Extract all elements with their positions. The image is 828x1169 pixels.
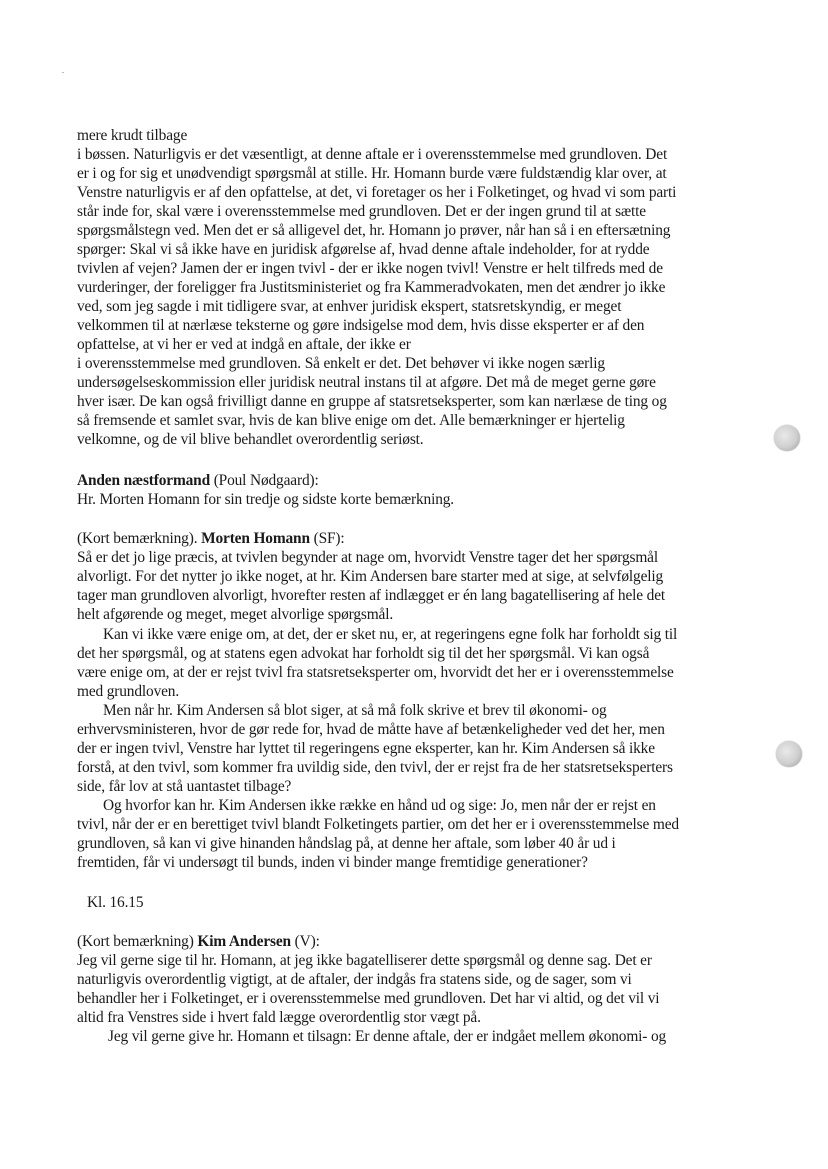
text-line: i overensstemmelse med grundloven. Så enkelt er det. Det behøver vi ikke nogen særlig — [77, 355, 605, 372]
text-line: står inde for, skal være i overensstemmelse med grundloven. Det er der ingen grund til at sætte — [77, 203, 646, 220]
speaker-party: (V): — [294, 933, 320, 950]
text-line: være enige om, at der er rejst tvivl fra statsretseksperter om, hvorvidt det her er i overensstemmelse — [77, 664, 674, 681]
text-line: Jeg vil gerne give hr. Homann et tilsagn: Er denne aftale, der er indgået mellem økonomi- og — [108, 1028, 667, 1045]
text-line: i bøssen. Naturligvis er det væsentligt, at denne aftale er i overensstemmelse med grundloven. Det — [77, 146, 668, 163]
text-line: velkomne, og de vil blive behandlet overordentlig seriøst. — [77, 431, 424, 448]
speaker-party: (SF): — [313, 530, 345, 547]
text-line: Kan vi ikke være enige om, at det, der er sket nu, er, at regeringens egne folk har forholdt sig til — [103, 626, 678, 643]
text-line: altid fra Venstres side i hvert fald lægge overordentlig stor vægt på. — [77, 1009, 481, 1026]
punch-hole — [776, 741, 802, 767]
text-line: Men når hr. Kim Andersen så blot siger, at så må folk skrive et brev til økonomi- og — [103, 702, 607, 719]
speaker-line — [77, 529, 345, 548]
text-line: det her spørgsmål, og at statens egen advokat har forholdt sig til det her spørgsmål. Vi kan også — [77, 645, 650, 662]
scan-speck — [62, 72, 64, 73]
text-line: der er ingen tvivl, Venstre har lyttet til regeringens egne eksperter, kan hr. Kim Andersen så ikke — [77, 740, 655, 757]
text-line: fremtiden, får vi undersøgt til bunds, inden vi binder mange fremtidige generationer? — [77, 854, 588, 871]
text-line: mere krudt tilbage — [77, 127, 188, 144]
text-line: spørger: Skal vi så ikke have en juridisk afgørelse af, hvad denne aftale indeholder, for at rydde — [77, 241, 650, 258]
punch-hole — [774, 425, 800, 451]
text-line: Jeg vil gerne sige til hr. Homann, at jeg ikke bagatelliserer dette spørgsmål og denne sag. Det er — [77, 952, 652, 969]
text-line: tvivlen af vejen? Jamen der er ingen tvivl - der er ikke nogen tvivl! Venstre er helt tilfreds med de — [77, 260, 663, 277]
speaker-line — [77, 471, 319, 490]
text-line: ved, som jeg sagde i mit tidligere svar, at enhver juridisk ekspert, statsretskyndig, er meget — [77, 298, 622, 315]
text-line: opfattelse, at vi her er ved at indgå en aftale, der ikke er — [77, 336, 411, 353]
text-line: Venstre naturligvis er af den opfattelse, at det, vi foretager os her i Folketinget, og hvad vi som parti — [77, 184, 677, 201]
speaker-name: Morten Homann — [201, 530, 310, 547]
text-line: så fremsende et samlet svar, hvis de kan blive enige om det. Alle bemærkninger er hjertelig — [77, 412, 625, 429]
text-line: med grundloven. — [77, 683, 180, 700]
text-line: Hr. Morten Homann for sin tredje og sidste korte bemærkning. — [77, 491, 454, 508]
text-line: side, får lov at stå uantastet tilbage? — [77, 778, 292, 795]
speaker-name: Kim Andersen — [197, 933, 291, 950]
text-line: vurderinger, der foreligger fra Justitsministeriet og fra Kammeradvokaten, men det ændrer jo ikke — [77, 279, 666, 296]
text-line: tvivl, når der er en berettiget tvivl blandt Folketingets partier, om det her er i overensstemmelse med — [77, 816, 679, 833]
text-line: er i og for sig et unødvendigt spørgsmål at stille. Hr. Homann burde være fuldstændig klar over, at — [77, 165, 667, 182]
text-line: erhvervsministeren, hvor de gør rede for, hvad de måtte have af betænkeligheder ved det her, men — [77, 721, 665, 738]
text-line: forstå, at den tvivl, som kommer fra uvildig side, den tvivl, der er rejst fra de her statsretseksperters — [77, 759, 673, 776]
text-line: helt afgørende og meget, meget alvorlige spørgsmål. — [77, 606, 394, 623]
speaker-prefix: (Kort bemærkning) — [77, 933, 194, 950]
text-line: tager man grundloven alvorligt, hvorefter resten af indlægget er én lang bagatellisering af hele det — [77, 587, 666, 604]
text-line: undersøgelseskommission eller juridisk neutral instans til at afgøre. Det må de meget gerne gøre — [77, 374, 656, 391]
speaker-title: Anden næstformand — [77, 472, 210, 489]
speaker-prefix: (Kort bemærkning). — [77, 530, 198, 547]
text-line: naturligvis overordentlig vigtigt, at de aftaler, der indgås fra statens side, og de sager, som vi — [77, 971, 632, 988]
text-line: spørgsmålstegn ved. Men det er så alligevel det, hr. Homann jo prøver, når han så i en eftersætning — [77, 222, 671, 239]
text-line: behandler her i Folketinget, er i overensstemmelse med grundloven. Det har vi altid, og det vil vi — [77, 990, 660, 1007]
text-line: Og hvorfor kan hr. Kim Andersen ikke række en hånd ud og sige: Jo, men når der er rejst en — [103, 797, 656, 814]
speaker-line — [77, 932, 320, 951]
speaker-name: (Poul Nødgaard): — [213, 472, 319, 489]
text-line: Så er det jo lige præcis, at tvivlen begynder at nage om, hvorvidt Venstre tager det her spørgsmål — [77, 549, 658, 566]
text-line: alvorligt. For det nytter jo ikke noget, at hr. Kim Andersen bare starter med at sige, at selvfølgelig — [77, 568, 664, 585]
text-line: grundloven, så kan vi give hinanden håndslag på, at denne her aftale, som løber 40 år ud i — [77, 835, 616, 852]
timestamp: Kl. 16.15 — [87, 894, 144, 911]
text-line: hver især. De kan også frivilligt danne en gruppe af statsretseksperter, som kan nærlæse de ting og — [77, 393, 667, 410]
text-line: velkommen til at nærlæse teksterne og gøre indsigelse mod dem, hvis disse eksperter er af den — [77, 317, 645, 334]
